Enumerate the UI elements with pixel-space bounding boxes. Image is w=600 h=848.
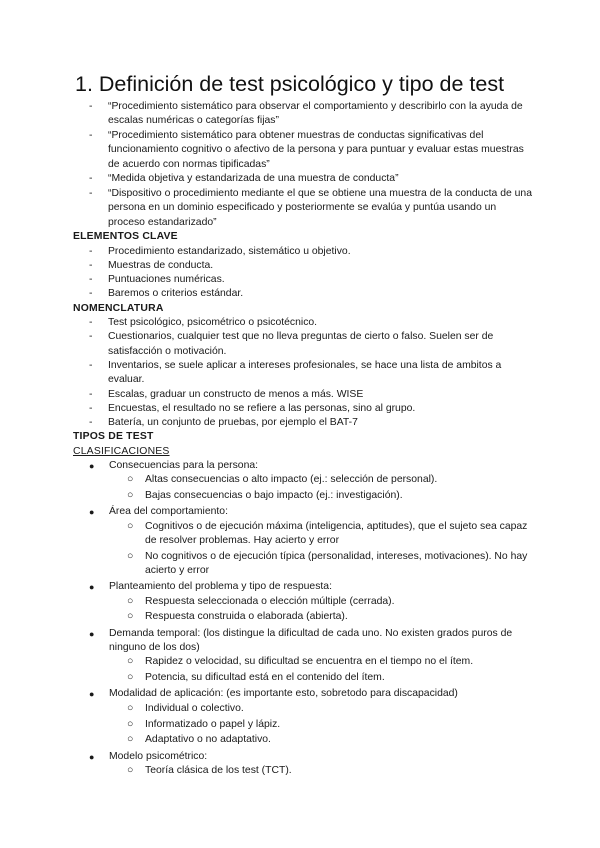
section-heading-nomenclatura: NOMENCLATURA [73, 302, 164, 314]
sub-list [109, 702, 533, 748]
dash-marker: - [89, 402, 93, 414]
document-page [73, 70, 533, 780]
list-item: - Test psicológico, psicométrico o psicotécnico. [73, 316, 533, 330]
sub-list [109, 655, 533, 685]
dash-marker: - [89, 288, 93, 300]
list-item: - “Dispositivo o procedimiento mediante el que se obtiene una muestra de la conducta de una persona en un dominio especificado y posteriormente se evalúa y puntúa usando un proceso estandarizado” [89, 187, 532, 228]
circle-marker: ○ [127, 473, 134, 486]
list-item: ○ Rapidez o velocidad, su dificultad se encuentra en el tiempo no el ítem. [127, 655, 474, 668]
list-item: - “Procedimiento sistemático para obtener muestras de conductas significativas del funcionamiento cognitivo o afectivo de la persona y para puntuar y evaluar estas muestras de acuerdo con normas tipificadas” [89, 129, 524, 170]
list-item: - Batería, un conjunto de pruebas, por ejemplo el BAT-7 [73, 416, 533, 430]
circle-marker: ○ [127, 594, 134, 607]
list-item: ○ Respuesta construida o elaborada (abierta). [127, 610, 348, 623]
dash-marker: - [89, 331, 93, 343]
list-item: ● Modalidad de aplicación: (es importante esto, sobretodo para discapacidad) ○ Individual o colectivo. ○ Informatizado o papel y lápiz. ○ Adaptativo o no adaptativo. [73, 687, 533, 747]
dash-marker: - [89, 274, 93, 286]
circle-marker: ○ [127, 701, 134, 714]
circle-marker: ○ [127, 519, 134, 532]
circle-marker: ○ [127, 489, 134, 502]
circle-marker: ○ [127, 610, 134, 623]
dash-marker: - [89, 259, 93, 271]
list-item: - Encuestas, el resultado no se refiere a las personas, sino al grupo. [73, 402, 533, 416]
list-item: ○ Individual o colectivo. [127, 701, 244, 714]
bullet-marker: ● [89, 689, 95, 700]
list-item: ○ Adaptativo o no adaptativo. [127, 733, 271, 746]
circle-marker: ○ [127, 733, 134, 746]
list-item: ○ Teoría clásica de los test (TCT). [127, 763, 292, 776]
circle-marker: ○ [127, 763, 134, 776]
elementos-list [73, 245, 533, 302]
bullet-marker: ● [89, 582, 95, 593]
list-item: ○ No cognitivos o de ejecución típica (personalidad, intereses, motivaciones). No hay acierto y error [127, 549, 528, 577]
list-item: ● Demanda temporal: (los distingue la dificultad de cada uno. No existen grados puros de ninguno de los dos) ○ Rapidez o velocidad, su dificultad se encuentra en el tiempo no el ítem. ○ Potencia, su dificultad está en el contenido del ítem. [73, 627, 533, 686]
list-item: ● Modelo psicométrico: ○ Teoría clásica de los test (TCT). [73, 750, 533, 779]
sub-list [109, 595, 533, 625]
dash-marker: - [89, 129, 93, 141]
list-item: - Muestras de conducta. [73, 259, 533, 273]
dash-marker: - [89, 359, 93, 371]
subheading-clasificaciones: CLASIFICACIONES [73, 445, 170, 457]
list-item: ○ Potencia, su dificultad está en el contenido del ítem. [127, 671, 385, 684]
list-item: - “Procedimiento sistemático para observar el comportamiento y describirlo con la ayuda de escalas numéricas o categorías fijas” [89, 101, 523, 127]
bullet-marker: ● [89, 628, 95, 639]
list-item: ○ Respuesta seleccionada o elección múltiple (cerrada). [127, 594, 395, 607]
list-item: - Escalas, graduar un constructo de menos a más. WISE [73, 388, 533, 402]
list-item: ● Consecuencias para la persona: ○ Altas consecuencias o alto impacto (ej.: selección de personal). ○ Bajas consecuencias o bajo impacto (ej.: investigación). [73, 459, 533, 503]
circle-marker: ○ [127, 655, 134, 668]
clasificaciones-list [73, 459, 533, 778]
list-item: - Inventarios, se suele aplicar a intereses profesionales, se hace una lista de ambitos a evaluar. [89, 359, 502, 386]
list-item: - Procedimiento estandarizado, sistemático u objetivo. [73, 245, 533, 259]
list-item: ● Área del comportamiento: ○ Cognitivos o de ejecución máxima (inteligencia, aptitudes), que el sujeto sea capaz de resolver problemas. Hay acierto y error ○ No cognitivos o de ejecución típica (personalidad, intereses, motivaciones). No hay acierto y error [73, 505, 533, 578]
list-item: - “Medida objetiva y estandarizada de una muestra de conducta” [73, 172, 533, 186]
list-item: - Baremos o criterios estándar. [73, 287, 533, 301]
dash-marker: - [89, 187, 93, 199]
dash-marker: - [89, 245, 93, 257]
definitions-list [73, 100, 533, 230]
sub-list [109, 520, 533, 579]
list-item: - Puntuaciones numéricas. [73, 273, 533, 287]
list-item: ○ Bajas consecuencias o bajo impacto (ej.: investigación). [127, 489, 403, 502]
circle-marker: ○ [127, 671, 134, 684]
nomenclatura-list [73, 316, 533, 430]
circle-marker: ○ [127, 717, 134, 730]
dash-marker: - [89, 173, 93, 185]
dash-marker: - [89, 417, 93, 429]
list-item: ○ Altas consecuencias o alto impacto (ej.: selección de personal). [127, 473, 438, 486]
section-heading-tipos: TIPOS DE TEST [73, 431, 154, 443]
section-heading-elementos: ELEMENTOS CLAVE [73, 231, 178, 243]
sub-list [109, 764, 533, 778]
dash-marker: - [89, 388, 93, 400]
dash-marker: - [89, 317, 93, 329]
list-item: ○ Cognitivos o de ejecución máxima (inteligencia, aptitudes), que el sujeto sea capaz de resolver problemas. Hay acierto y error [127, 519, 528, 546]
circle-marker: ○ [127, 549, 134, 562]
page-title: 1. Definición de test psicológico y tipo de test [75, 72, 505, 96]
list-item: - Cuestionarios, cualquier test que no lleva preguntas de cierto o falso. Suelen ser de satisfacción o motivación. [89, 331, 494, 357]
bullet-marker: ● [89, 460, 95, 471]
sub-list [109, 473, 533, 503]
bullet-marker: ● [89, 507, 95, 518]
list-item: ○ Informatizado o papel y lápiz. [127, 717, 281, 730]
bullet-marker: ● [89, 751, 95, 762]
dash-marker: - [89, 101, 93, 112]
list-item: ● Planteamiento del problema y tipo de respuesta: ○ Respuesta seleccionada o elección múltiple (cerrada). ○ Respuesta construida o elaborada (abierta). [73, 580, 533, 624]
